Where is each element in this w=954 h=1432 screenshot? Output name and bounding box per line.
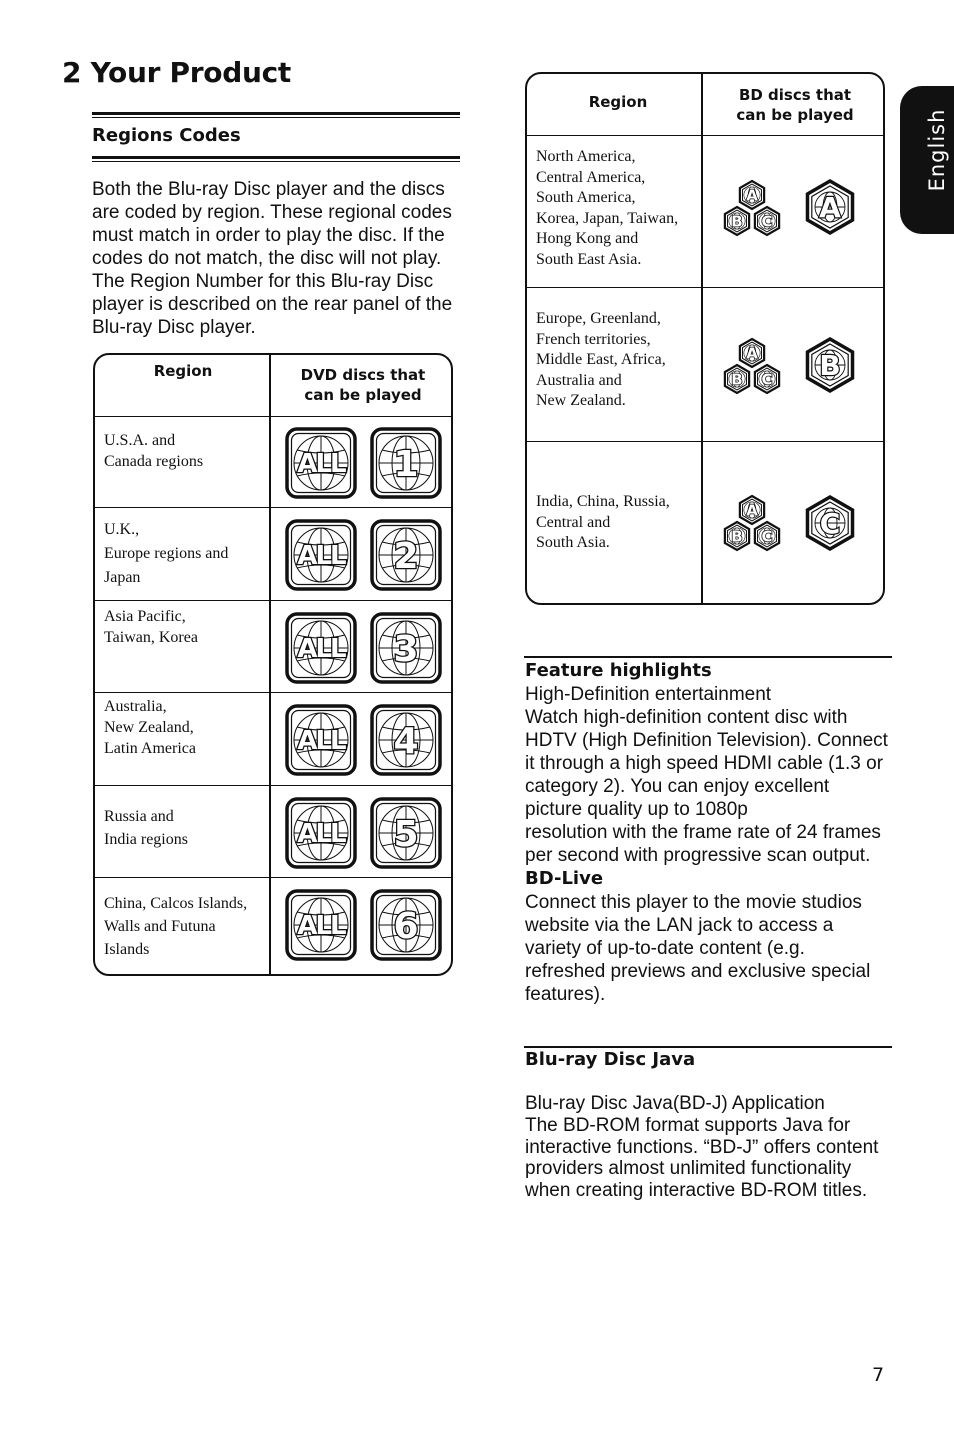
- page-title: 2 Your Product: [62, 56, 291, 89]
- page-number: 7: [872, 1364, 885, 1386]
- region-name: U.S.A. and Canada regions: [104, 432, 204, 470]
- globe-region-4-icon: [370, 704, 442, 776]
- svg-text:A: A: [746, 344, 758, 363]
- svg-text:6: 6: [393, 906, 419, 947]
- heading-rule-bottom: [92, 156, 460, 162]
- region-name: China, Calcos Islands, Walls and Futuna Islands: [104, 895, 248, 958]
- svg-text:ALL: ALL: [297, 819, 345, 849]
- region-name: U.K., Europe regions and Japan: [104, 521, 229, 586]
- table-row: [95, 877, 451, 976]
- table-row: [95, 692, 451, 785]
- globe-all-icon: [285, 797, 357, 869]
- hexagon-abc-icon: [721, 179, 783, 237]
- globe-region-6-icon: [370, 889, 442, 961]
- region-name: Europe, Greenland, French territories, Middle East, Africa, Australia and New Zealand.: [536, 310, 666, 409]
- region-name: India, China, Russia, Central and South Asia.: [536, 493, 670, 551]
- language-tab: [900, 86, 954, 234]
- feature-rule: [524, 656, 892, 658]
- svg-text:B: B: [731, 370, 743, 389]
- table-row: [95, 507, 451, 600]
- svg-text:C: C: [819, 507, 841, 540]
- bd-java-rule: [524, 1046, 892, 1048]
- svg-text:C: C: [761, 370, 773, 389]
- svg-text:B: B: [731, 212, 743, 231]
- svg-text:5: 5: [393, 814, 419, 855]
- table-row: [95, 600, 451, 692]
- bd-live-heading: BD-Live: [525, 868, 604, 889]
- hexagon-region-a-icon: [803, 177, 857, 237]
- svg-text:3: 3: [393, 629, 419, 670]
- hexagon-abc-icon: [721, 337, 783, 395]
- table-row: [527, 441, 883, 605]
- globe-all-icon: [285, 427, 357, 499]
- svg-text:A: A: [746, 501, 758, 520]
- svg-text:ALL: ALL: [297, 911, 345, 941]
- feature-text-hd: Watch high-definition content disc with HDTV (High Definition Television). Connect it through a high speed HDMI cable (1.3 or category 2). You can enjoy excellent picture quality up to 1080p resolution with the frame rate of 24 frames per second with progressive scan output.: [525, 707, 888, 866]
- globe-region-1-icon: [370, 427, 442, 499]
- region-name: Asia Pacific, Taiwan, Korea: [104, 608, 198, 646]
- globe-all-icon: [285, 519, 357, 591]
- bd-java-heading: Blu-ray Disc Java: [525, 1049, 696, 1070]
- dvd-region-table: [93, 353, 453, 976]
- svg-text:A: A: [819, 191, 841, 224]
- svg-text:ALL: ALL: [297, 541, 345, 571]
- svg-text:ALL: ALL: [297, 726, 345, 756]
- bd-java-subheading: Blu-ray Disc Java(BD-J) Application: [525, 1093, 825, 1114]
- hexagon-region-b-icon: [803, 335, 857, 395]
- region-name: North America, Central America, South America, Korea, Japan, Taiwan, Hong Kong and South East Asia.: [536, 148, 679, 268]
- table-header-row: [95, 355, 451, 416]
- bd-java-text: The BD-ROM format supports Java for interactive functions. “BD-J” offers content providers almost unlimited functionality when creating interactive BD-ROM titles.: [525, 1115, 879, 1201]
- globe-region-5-icon: [370, 797, 442, 869]
- svg-text:C: C: [761, 527, 773, 546]
- bd-live-text: Connect this player to the movie studios website via the LAN jack to access a variety of up-to-date content (e.g. refreshed previews and exclusive special features).: [525, 892, 871, 1005]
- table-row: [95, 416, 451, 508]
- hexagon-abc-icon: [721, 494, 783, 552]
- svg-text:1: 1: [393, 444, 419, 485]
- table-row: [527, 135, 883, 287]
- svg-text:C: C: [761, 212, 773, 231]
- globe-all-icon: [285, 889, 357, 961]
- svg-text:ALL: ALL: [297, 634, 345, 664]
- table-header-row: [527, 74, 883, 136]
- hexagon-region-c-icon: [803, 493, 857, 553]
- globe-region-3-icon: [370, 612, 442, 684]
- header-bd-discs: BD discs that can be played: [736, 86, 854, 124]
- table-row: [95, 785, 451, 878]
- svg-text:4: 4: [393, 721, 419, 762]
- globe-all-icon: [285, 704, 357, 776]
- globe-all-icon: [285, 612, 357, 684]
- svg-text:B: B: [819, 349, 841, 382]
- table-row: [527, 287, 883, 442]
- regions-codes-text: Both the Blu-ray Disc player and the discs are coded by region. These regional codes must match in order to play the disc. If the codes do not match, the disc will not play. The Region Number for this Blu-ray Disc player is described on the rear panel of the Blu-ray Disc player.: [92, 179, 453, 338]
- svg-text:A: A: [746, 186, 758, 205]
- heading-rule-top: [92, 112, 460, 118]
- svg-text:ALL: ALL: [297, 449, 345, 479]
- header-region: Region: [588, 93, 648, 111]
- svg-text:B: B: [731, 527, 743, 546]
- region-name: Australia, New Zealand, Latin America: [104, 698, 196, 757]
- svg-text:2: 2: [393, 536, 419, 577]
- feature-subheading-hd: High-Definition entertainment: [525, 684, 772, 705]
- regions-codes-heading: Regions Codes: [92, 125, 241, 146]
- language-label: English: [925, 108, 949, 192]
- header-dvd-discs: DVD discs that can be played: [300, 366, 426, 404]
- globe-region-2-icon: [370, 519, 442, 591]
- bd-region-table: [525, 72, 885, 605]
- feature-highlights-heading: Feature highlights: [525, 660, 712, 681]
- header-region: Region: [153, 362, 213, 380]
- region-name: Russia and India regions: [104, 808, 188, 848]
